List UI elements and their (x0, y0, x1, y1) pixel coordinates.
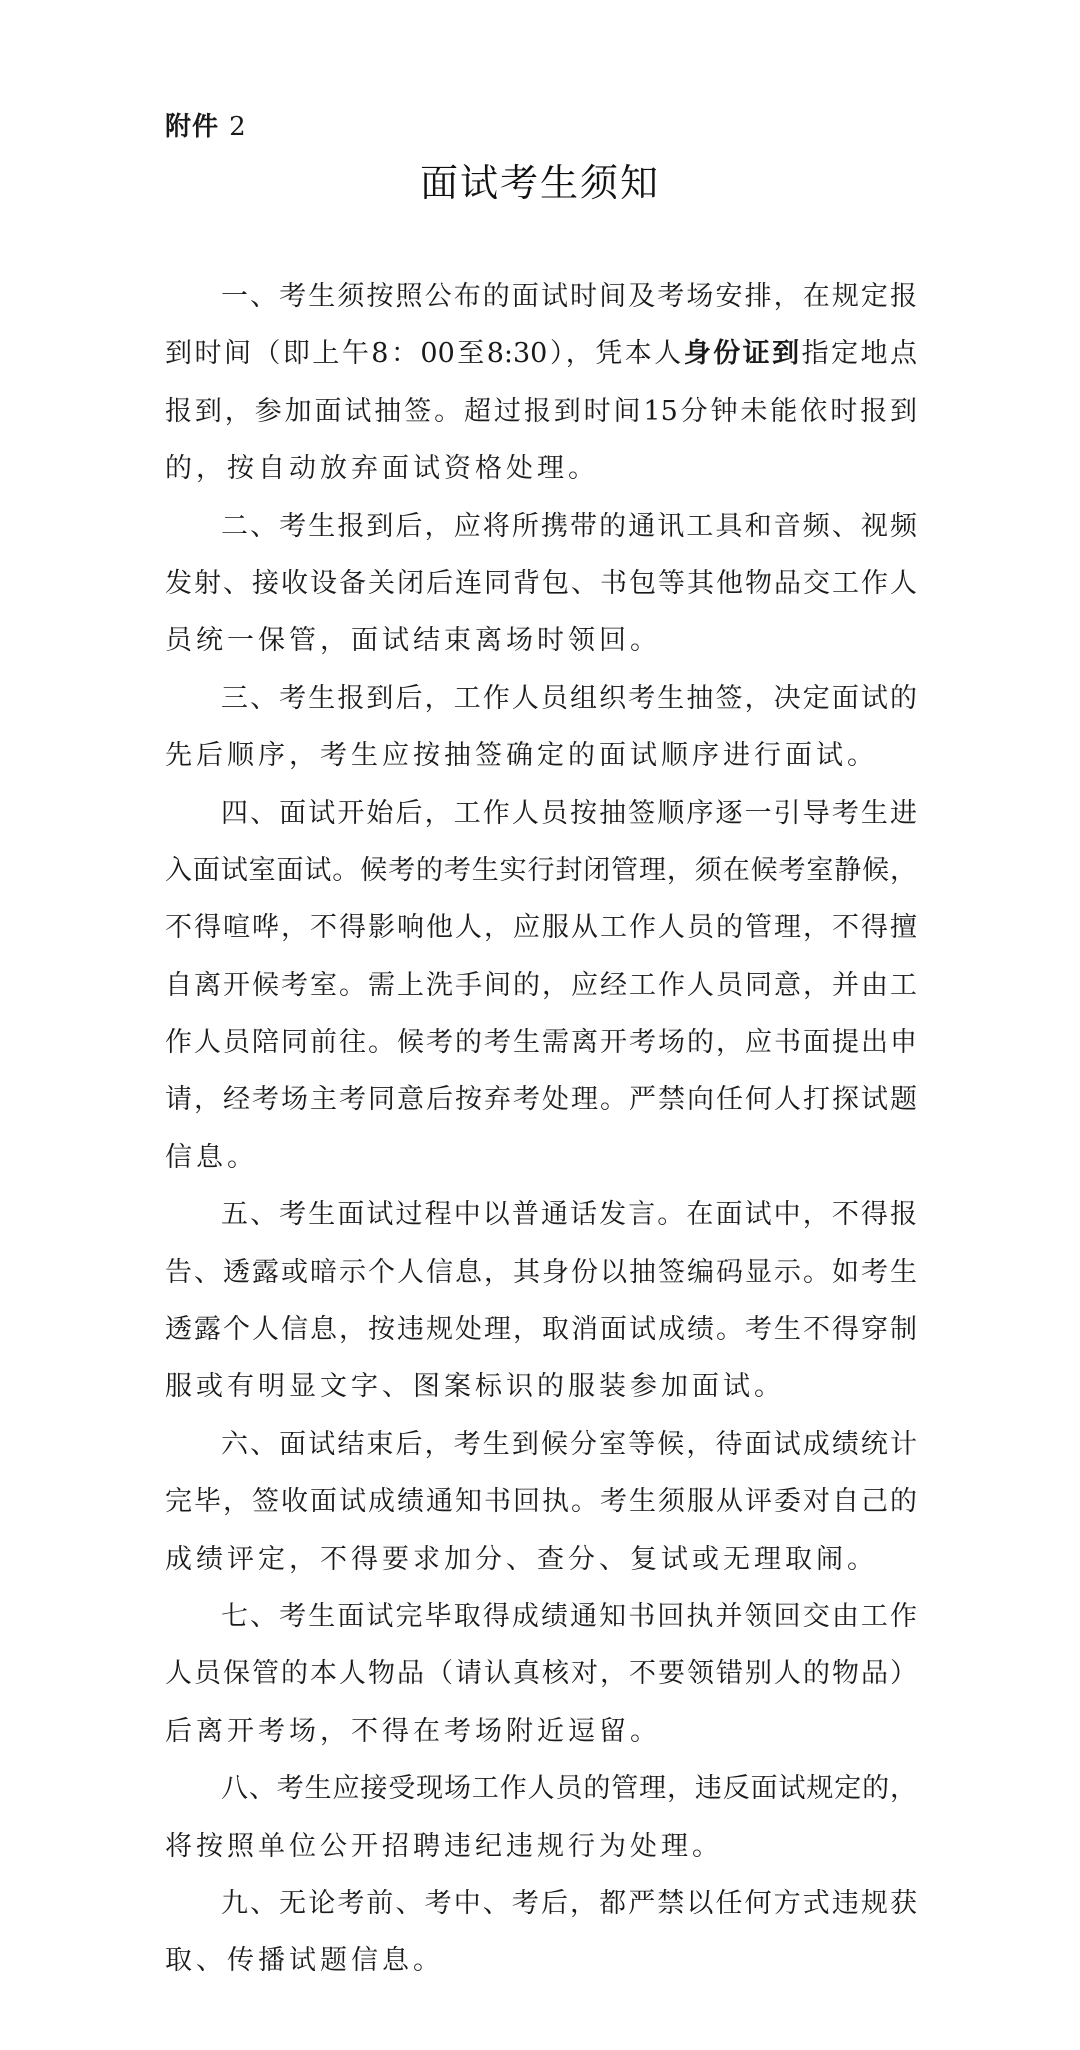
paragraph-line: 的，按自动放弃面试资格处理。 (165, 453, 599, 485)
page-title: 面试考生须知 (419, 161, 660, 205)
paragraph-line: 先后顺序，考生应按抽签确定的面试顺序进行面试。 (165, 740, 878, 772)
paragraph-line: 三、考生报到后，工作人员组织考生抽签，决定面试的 (221, 682, 917, 714)
paragraph-3 (165, 670, 917, 785)
paragraph-line: 四、面试开始后，工作人员按抽签顺序逐一引导考生进 (221, 797, 917, 829)
paragraph-line: 二、考生报到后，应将所携带的通讯工具和音频、视频 (221, 510, 917, 542)
paragraph-line: 取、传播试题信息。 (165, 1945, 444, 1977)
paragraph-line: 发射、接收设备关闭后连同背包、书包等其他物品交工作人 (165, 567, 917, 599)
line-text: 指定地点 (801, 338, 918, 370)
paragraph-line: 九、无论考前、考中、考后，都严禁以任何方式违规获 (221, 1887, 917, 1919)
paragraph-line: 五、考生面试过程中以普通话发言。在面试中，不得报 (221, 1199, 917, 1231)
paragraph-line: 请，经考场主考同意后按弃考处理。严禁向任何人打探试题 (165, 1084, 917, 1116)
paragraph-2 (165, 498, 917, 670)
paragraph-line: 不得喧哗，不得影响他人，应服从工作人员的管理，不得擅 (165, 912, 917, 944)
paragraph-line: 成绩评定，不得要求加分、查分、复试或无理取闹。 (165, 1543, 878, 1575)
paragraph-4 (165, 785, 917, 1187)
paragraph-line: 八、考生应接受现场工作人员的管理，违反面试规定的， (221, 1773, 917, 1805)
paragraph-line: 员统一保管，面试结束离场时领回。 (165, 625, 661, 657)
paragraph-line: 人员保管的本人物品（请认真核对，不要领错别人的物品） (165, 1658, 917, 1690)
paragraph-line: 作人员陪同前往。候考的考生需离开考场的，应书面提出申 (165, 1027, 917, 1059)
line-text: 到时间（即上午8：00至8:30），凭本人 (165, 338, 684, 370)
paragraph-9 (165, 1875, 917, 1990)
paragraph-line: 完毕，签收面试成绩通知书回执。考生须服从评委对自己的 (165, 1486, 917, 1518)
paragraph-line: 服或有明显文字、图案标识的服装参加面试。 (165, 1371, 785, 1403)
paragraph-line: 自离开候考室。需上洗手间的，应经工作人员同意，并由工 (165, 969, 917, 1001)
paragraph-line: 报到，参加面试抽签。超过报到时间15分钟未能依时报到 (165, 395, 917, 427)
paragraph-6 (165, 1416, 917, 1588)
paragraph-line: 透露个人信息，按违规处理，取消面试成绩。考生不得穿制 (165, 1314, 917, 1346)
emphasized-text: 身份证到 (683, 338, 802, 370)
paragraph-line: 七、考生面试完毕取得成绩通知书回执并领回交由工作 (221, 1600, 917, 1632)
paragraph-line (165, 325, 917, 382)
attachment-number: 2 (229, 112, 247, 142)
paragraph-line: 信息。 (165, 1141, 258, 1173)
paragraph-line: 将按照单位公开招聘违纪违规行为处理。 (165, 1830, 723, 1862)
paragraph-line: 入面试室面试。候考的考生实行封闭管理，须在候考室静候， (165, 854, 917, 886)
document-body (165, 268, 917, 1990)
attachment-label (165, 106, 247, 143)
paragraph-1 (165, 268, 917, 498)
paragraph-7 (165, 1588, 917, 1760)
paragraph-line: 一、考生须按照公布的面试时间及考场安排，在规定报 (221, 281, 917, 312)
paragraph-5 (165, 1186, 917, 1416)
paragraph-line: 告、透露或暗示个人信息，其身份以抽签编码显示。如考生 (165, 1256, 917, 1288)
paragraph-8 (165, 1760, 917, 1875)
paragraph-line: 六、面试结束后，考生到候分室等候，待面试成绩统计 (221, 1428, 917, 1460)
paragraph-line: 后离开考场，不得在考场附近逗留。 (165, 1715, 661, 1747)
attachment-label-text: 附件 (165, 112, 220, 142)
